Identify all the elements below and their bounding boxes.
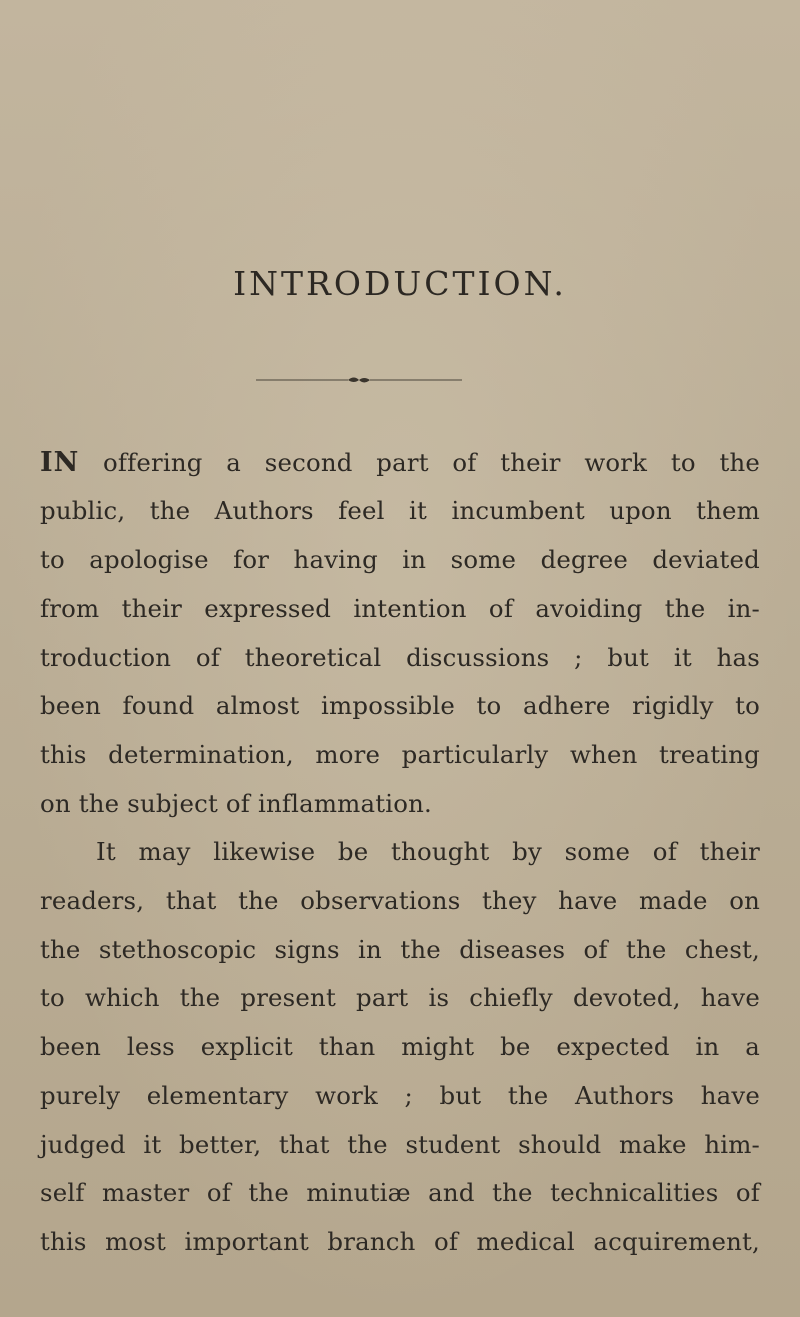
paragraph-1-line-7: this determination, more particularly when treating (40, 740, 760, 769)
paragraph-1-line-8: on the subject of inflammation. (40, 789, 432, 818)
chapter-heading: INTRODUCTION. (233, 264, 567, 303)
paragraph-1-line-3: to apologise for having in some degree deviated (40, 545, 760, 574)
paragraph-2-line-3: the stethoscopic signs in the diseases of the chest, (40, 935, 760, 964)
paragraph-1-line-5: troduction of theoretical discussions ; but it has (40, 643, 760, 672)
paragraph-1-line-2: public, the Authors feel it incumbent upon them (40, 496, 760, 525)
paragraph-2-line-2: readers, that the observations they have made on (40, 886, 760, 915)
paragraph-1-line-6: been found almost impossible to adhere rigidly to (40, 691, 760, 720)
paragraph-1-line-4: from their expressed intention of avoiding the in- (40, 594, 760, 623)
paragraph-2-line-8: self master of the minutiæ and the technicalities of (40, 1178, 760, 1207)
paragraph-2-line-1: It may likewise be thought by some of their (96, 837, 760, 866)
paragraph-2-line-7: judged it better, that the student should make him- (40, 1130, 760, 1159)
paragraph-1-line-1: IN offering a second part of their work to the (40, 447, 760, 478)
paragraph-2-line-9: this most important branch of medical acquirement, (40, 1227, 760, 1256)
paragraph-2-line-5: been less explicit than might be expected in a (40, 1032, 760, 1061)
paragraph-2-line-6: purely elementary work ; but the Authors have (40, 1081, 760, 1110)
drop-cap: IN (40, 447, 80, 478)
paragraph-2-line-4: to which the present part is chiefly devoted, have (40, 983, 760, 1012)
ornamental-rule (256, 374, 462, 386)
